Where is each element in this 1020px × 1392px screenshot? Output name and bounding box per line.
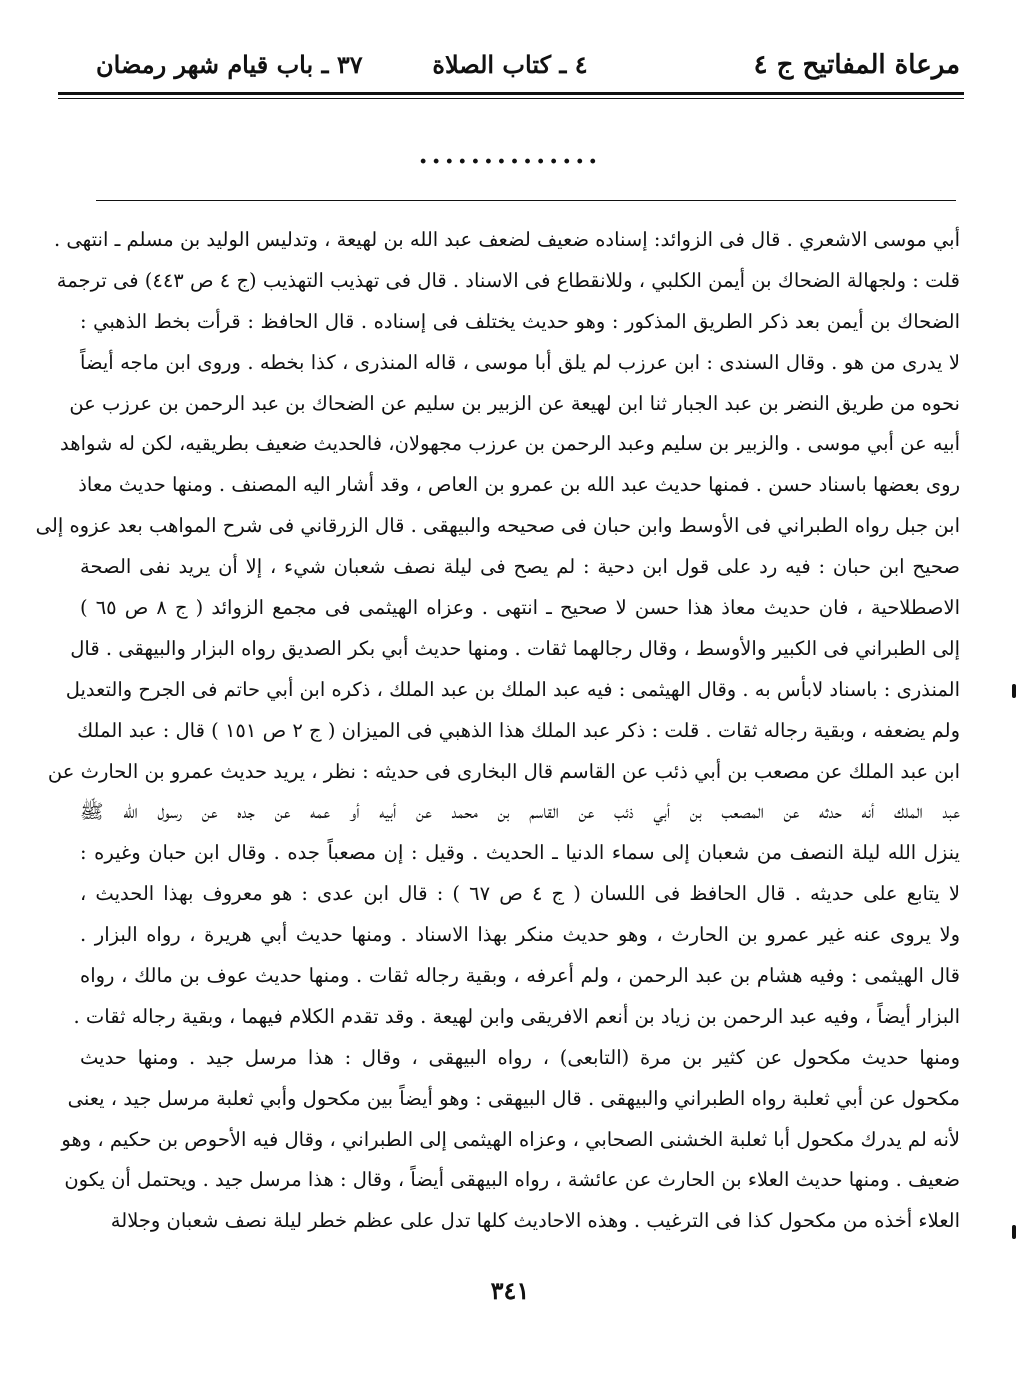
margin-mark (1012, 684, 1016, 698)
text-line: ضعيف . ومنها حديث العلاء بن الحارث عن عائشة ، رواه البيهقى أيضاً ، وقال : هذا مرسل جيد . ويحتمل أن يكون (64, 1168, 960, 1192)
text-line: أبي موسى الاشعري . قال فى الزوائد: إسناده ضعيف لضعف عبد الله بن لهيعة ، وتدليس الوليد بن مسلم ـ انتهى . (54, 228, 960, 251)
text-line: العلاء أخذه من مكحول كذا فى الترغيب . وهذه الاحاديث كلها تدل على عظم خطر ليلة نصف شعبان وجلالة (110, 1209, 960, 1233)
text-line: المنذرى : باسناد لابأس به . وقال الهيثمى : فيه عبد الملك بن عبد الملك ، ذكره ابن أبي حاتم فى الجرح والتعديل (65, 677, 960, 701)
text-line: لا يدرى من هو . وقال السندى : ابن عرزب لم يلق أبا موسى ، قاله المنذرى ، كذا بخطه . وروى ابن ماجه أيضاً (80, 350, 960, 374)
book-title: مرعاة المفاتيح ج ٤ (753, 50, 960, 80)
running-header (60, 44, 960, 88)
text-line: ولم يضعفه ، وبقية رجاله ثقات . قلت : ذكر عبد الملك هذا الذهبي فى الميزان ( ج ٢ ص ١٥١ ) قال : عبد الملك (77, 718, 960, 742)
page-number: ٣٤١ (490, 1276, 530, 1305)
text-line: ولا يروى عنه غير عمرو بن الحارث ، وهو حديث منكر بهذا الاسناد . ومنها حديث أبي هريرة ، رواه البزار . (80, 923, 960, 947)
text-line: ينزل الله ليلة النصف من شعبان إلى سماء الدنيا ـ الحديث . وقيل : إن مصعباً جده . وقال ابن حبان وغيره : (80, 841, 960, 865)
body-text (35, 220, 961, 1242)
text-line: الاصطلاحية ، فان حديث معاذ هذا حسن لا صحيح ـ انتهى . وعزاه الهيثمى فى مجمع الزوائد ( ج ٨ ص ٦٥ ) (80, 596, 960, 620)
text-line: صحيح ابن حبان : فيه رد على قول ابن دحية : لم يصح فى ليلة نصف شعبان شيء ، إلا أن يريد نفى الصحة (80, 555, 960, 579)
header-rule-thin (58, 98, 964, 99)
section-title: ٣٧ ـ باب قيام شهر رمضان (96, 50, 363, 79)
text-line: لا يتابع على حديثه . قال الحافظ فى اللسان ( ج ٤ ص ٦٧ ) : قال ابن عدى : هو معروف بهذا الحديث ، (80, 882, 961, 906)
margin-mark (1012, 1225, 1016, 1239)
text-line: قلت : ولجهالة الضحاك بن أيمن الكلبي ، وللانقطاع فى الاسناد . قال فى تهذيب التهذيب (ج ٤ ص ٤٤٣) فى ترجمة (56, 268, 960, 292)
text-line: ابن جبل رواه الطبراني فى الأوسط وابن حبان فى صحيحه والبيهقى . قال الزرقاني فى شرح المواهب بعد عزوه إلى (35, 514, 960, 538)
text-line: الضحاك بن أيمن بعد ذكر الطريق المذكور : وهو حديث يختلف فى إسناده . قال الحافظ : قرأت بخط الذهبي : (80, 309, 960, 333)
text-line: ومنها حديث مكحول عن كثير بن مرة (التابعى) ، رواه البيهقى ، وقال : هذا مرسل جيد . ومنها حديث (80, 1045, 960, 1069)
text-line: ابن عبد الملك عن مصعب بن أبي ذئب عن القاسم قال البخارى فى حديثه : نظر ، يريد حديث عمرو بن الحارث عن (47, 759, 960, 783)
text-line: لأنه لم يدرك مكحول أبا ثعلبة الخشنى الصحابي ، وعزاه الهيثمى إلى الطبراني ، وقال فيه الأحوص بن حكيم ، وهو (61, 1127, 960, 1151)
text-line: روى بعضها باسناد حسن . فمنها حديث عبد الله بن عمرو بن العاص ، وقد أشار اليه المصنف . ومنها حديث معاذ (78, 473, 960, 497)
text-line: نحوه من طريق النضر بن عبد الجبار ثنا ابن لهيعة عن الزبير بن سليم عن الضحاك بن عبد الرحمن بن عرزب عن (69, 391, 960, 415)
chapter-title: ٤ ـ كتاب الصلاة (432, 50, 588, 79)
text-line: مكحول عن أبي ثعلبة رواه الطبراني والبيهقى . قال البيهقى : وهو أيضاً بين مكحول وأبي ثعلبة مرسل جيد ، يعنى (67, 1086, 960, 1110)
text-line: أبيه عن أبي موسى . والزبير بن سليم وعبد الرحمن بن عرزب مجهولان، فالحديث ضعيف بطريقيه، لكن له شواهد (60, 432, 960, 456)
text-line: قال الهيثمى : وفيه هشام بن عبد الرحمن ، ولم أعرفه ، وبقية رجاله ثقات . ومنها حديث عوف بن مالك ، رواه (80, 964, 960, 988)
text-line: عبد الملك أنه حدثه عن المصعب بن أبي ذئب عن القاسم بن محمد عن أبيه أو عمه عن جده عن رسول الله ﷺ (80, 800, 960, 824)
text-line: البزار أيضاً ، وفيه عبد الرحمن بن زياد بن أنعم الافريقى وابن لهيعة . وقد تقدم الكلام فيهما ، وبقية رجاله ثقات . (73, 1004, 960, 1028)
separator-dots: .............. (418, 140, 602, 170)
header-rule-thick (58, 92, 964, 95)
section-rule (96, 200, 956, 201)
text-line: إلى الطبراني فى الكبير والأوسط ، وقال رجالهما ثقات . ومنها حديث أبي بكر الصديق رواه البزار والبيهقى . قال (70, 636, 960, 660)
